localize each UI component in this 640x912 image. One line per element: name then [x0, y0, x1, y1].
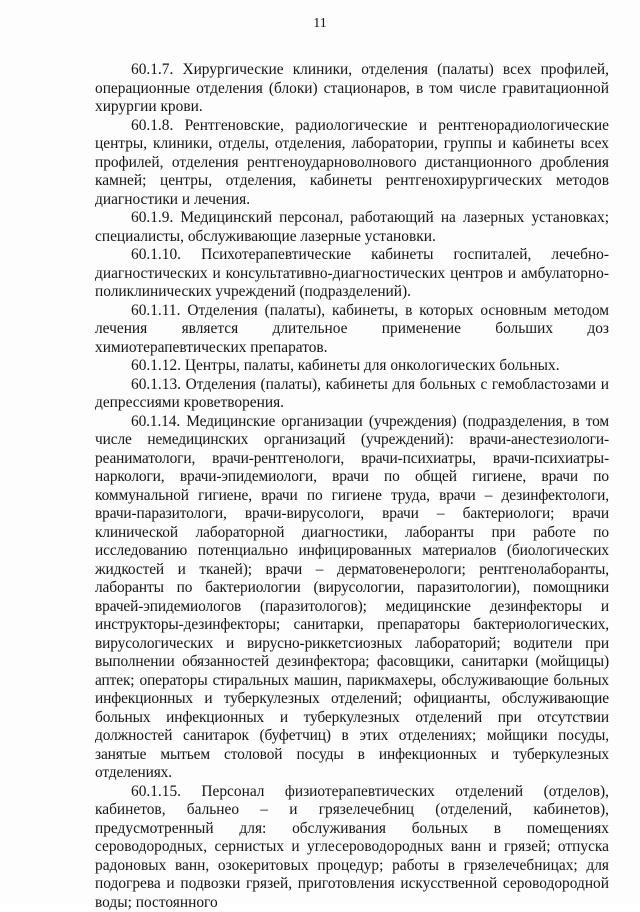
paragraph-60-1-7: 60.1.7. Хирургические клиники, отделения (палаты) всех профилей, операционные отделения (блоки) стационаров, в том числе гравитационной хирургии крови.	[95, 61, 609, 117]
paragraph-60-1-10: 60.1.10. Психотерапевтические кабинеты госпиталей, лечебно-диагностических и консультативно-диагностических центров и амбулаторно-поликлинических учреждений (подразделений).	[95, 246, 609, 302]
paragraph-60-1-15: 60.1.15. Персонал физиотерапевтических отделений (отделов), кабинетов, бальнео – и грязелечебниц (отделений, кабинетов), предусмотренный для: обслуживания больных в помещениях сероводородных, сернистых и углесероводородных ванн и грязей; отпуска радоновых ванн, озокеритовых процедур; работы в грязелечебницах; для подогрева и подвозки грязей, приготовления искусственной сероводородной воды; постоянного	[95, 783, 609, 912]
paragraph-60-1-11: 60.1.11. Отделения (палаты), кабинеты, в которых основным методом лечения является длительное применение больших доз химиотерапевтических препаратов.	[95, 302, 609, 358]
paragraph-60-1-8: 60.1.8. Рентгеновские, радиологические и рентгенорадиологические центры, клиники, отделы, отделения, лаборатории, группы и кабинеты всех профилей, отделения рентгеноударноволнового дистанционного дробления камней; центры, отделения, кабинеты рентгенохирургических методов диагностики и лечения.	[95, 117, 609, 210]
document-body	[95, 61, 609, 912]
paragraph-60-1-12: 60.1.12. Центры, палаты, кабинеты для онкологических больных.	[95, 357, 609, 376]
page-number: 11	[0, 16, 640, 32]
paragraph-60-1-9: 60.1.9. Медицинский персонал, работающий на лазерных установках; специалисты, обслуживающие лазерные установки.	[95, 209, 609, 246]
paragraph-60-1-14: 60.1.14. Медицинские организации (учреждения) (подразделения, в том числе немедицинских организаций (учреждений): врачи-анестезиологи-реаниматологи, врачи-рентгенологи, врачи-психиатры, врачи-психиатры-наркологи, врачи-эпидемиологи, врачи по общей гигиене, врачи по коммунальной гигиене, врачи по гигиене труда, врачи – дезинфектологи, врачи-паразитологи, врачи-вирусологи, врачи – бактериологи; врачи клинической лабораторной диагностики, лаборанты при работе по исследованию потенциально инфицированных материалов (биологических жидкостей и тканей); врачи – дерматовенерологи; рентгенолаборанты, лаборанты по бактериологии (вирусологии, паразитологии), помощники врачей-эпидемиологов (паразитологов); медицинские дезинфекторы и инструкторы-дезинфекторы; санитарки, препараторы бактериологических, вирусологических и вирусно-риккетсиозных лабораторий; водители при выполнении обязанностей дезинфектора; фасовщики, санитарки (мойщицы) аптек; операторы стиральных машин, парикмахеры, обслуживающие больных инфекционных и туберкулезных отделений; официанты, обслуживающие больных инфекционных и туберкулезных отделений при отсутствии должностей санитарок (буфетчиц) в этих отделениях; мойщики посуды, занятые мытьем столовой посуды в инфекционных и туберкулезных отделениях.	[95, 413, 609, 783]
paragraph-60-1-13: 60.1.13. Отделения (палаты), кабинеты для больных с гемобластозами и депрессиями кроветворения.	[95, 376, 609, 413]
